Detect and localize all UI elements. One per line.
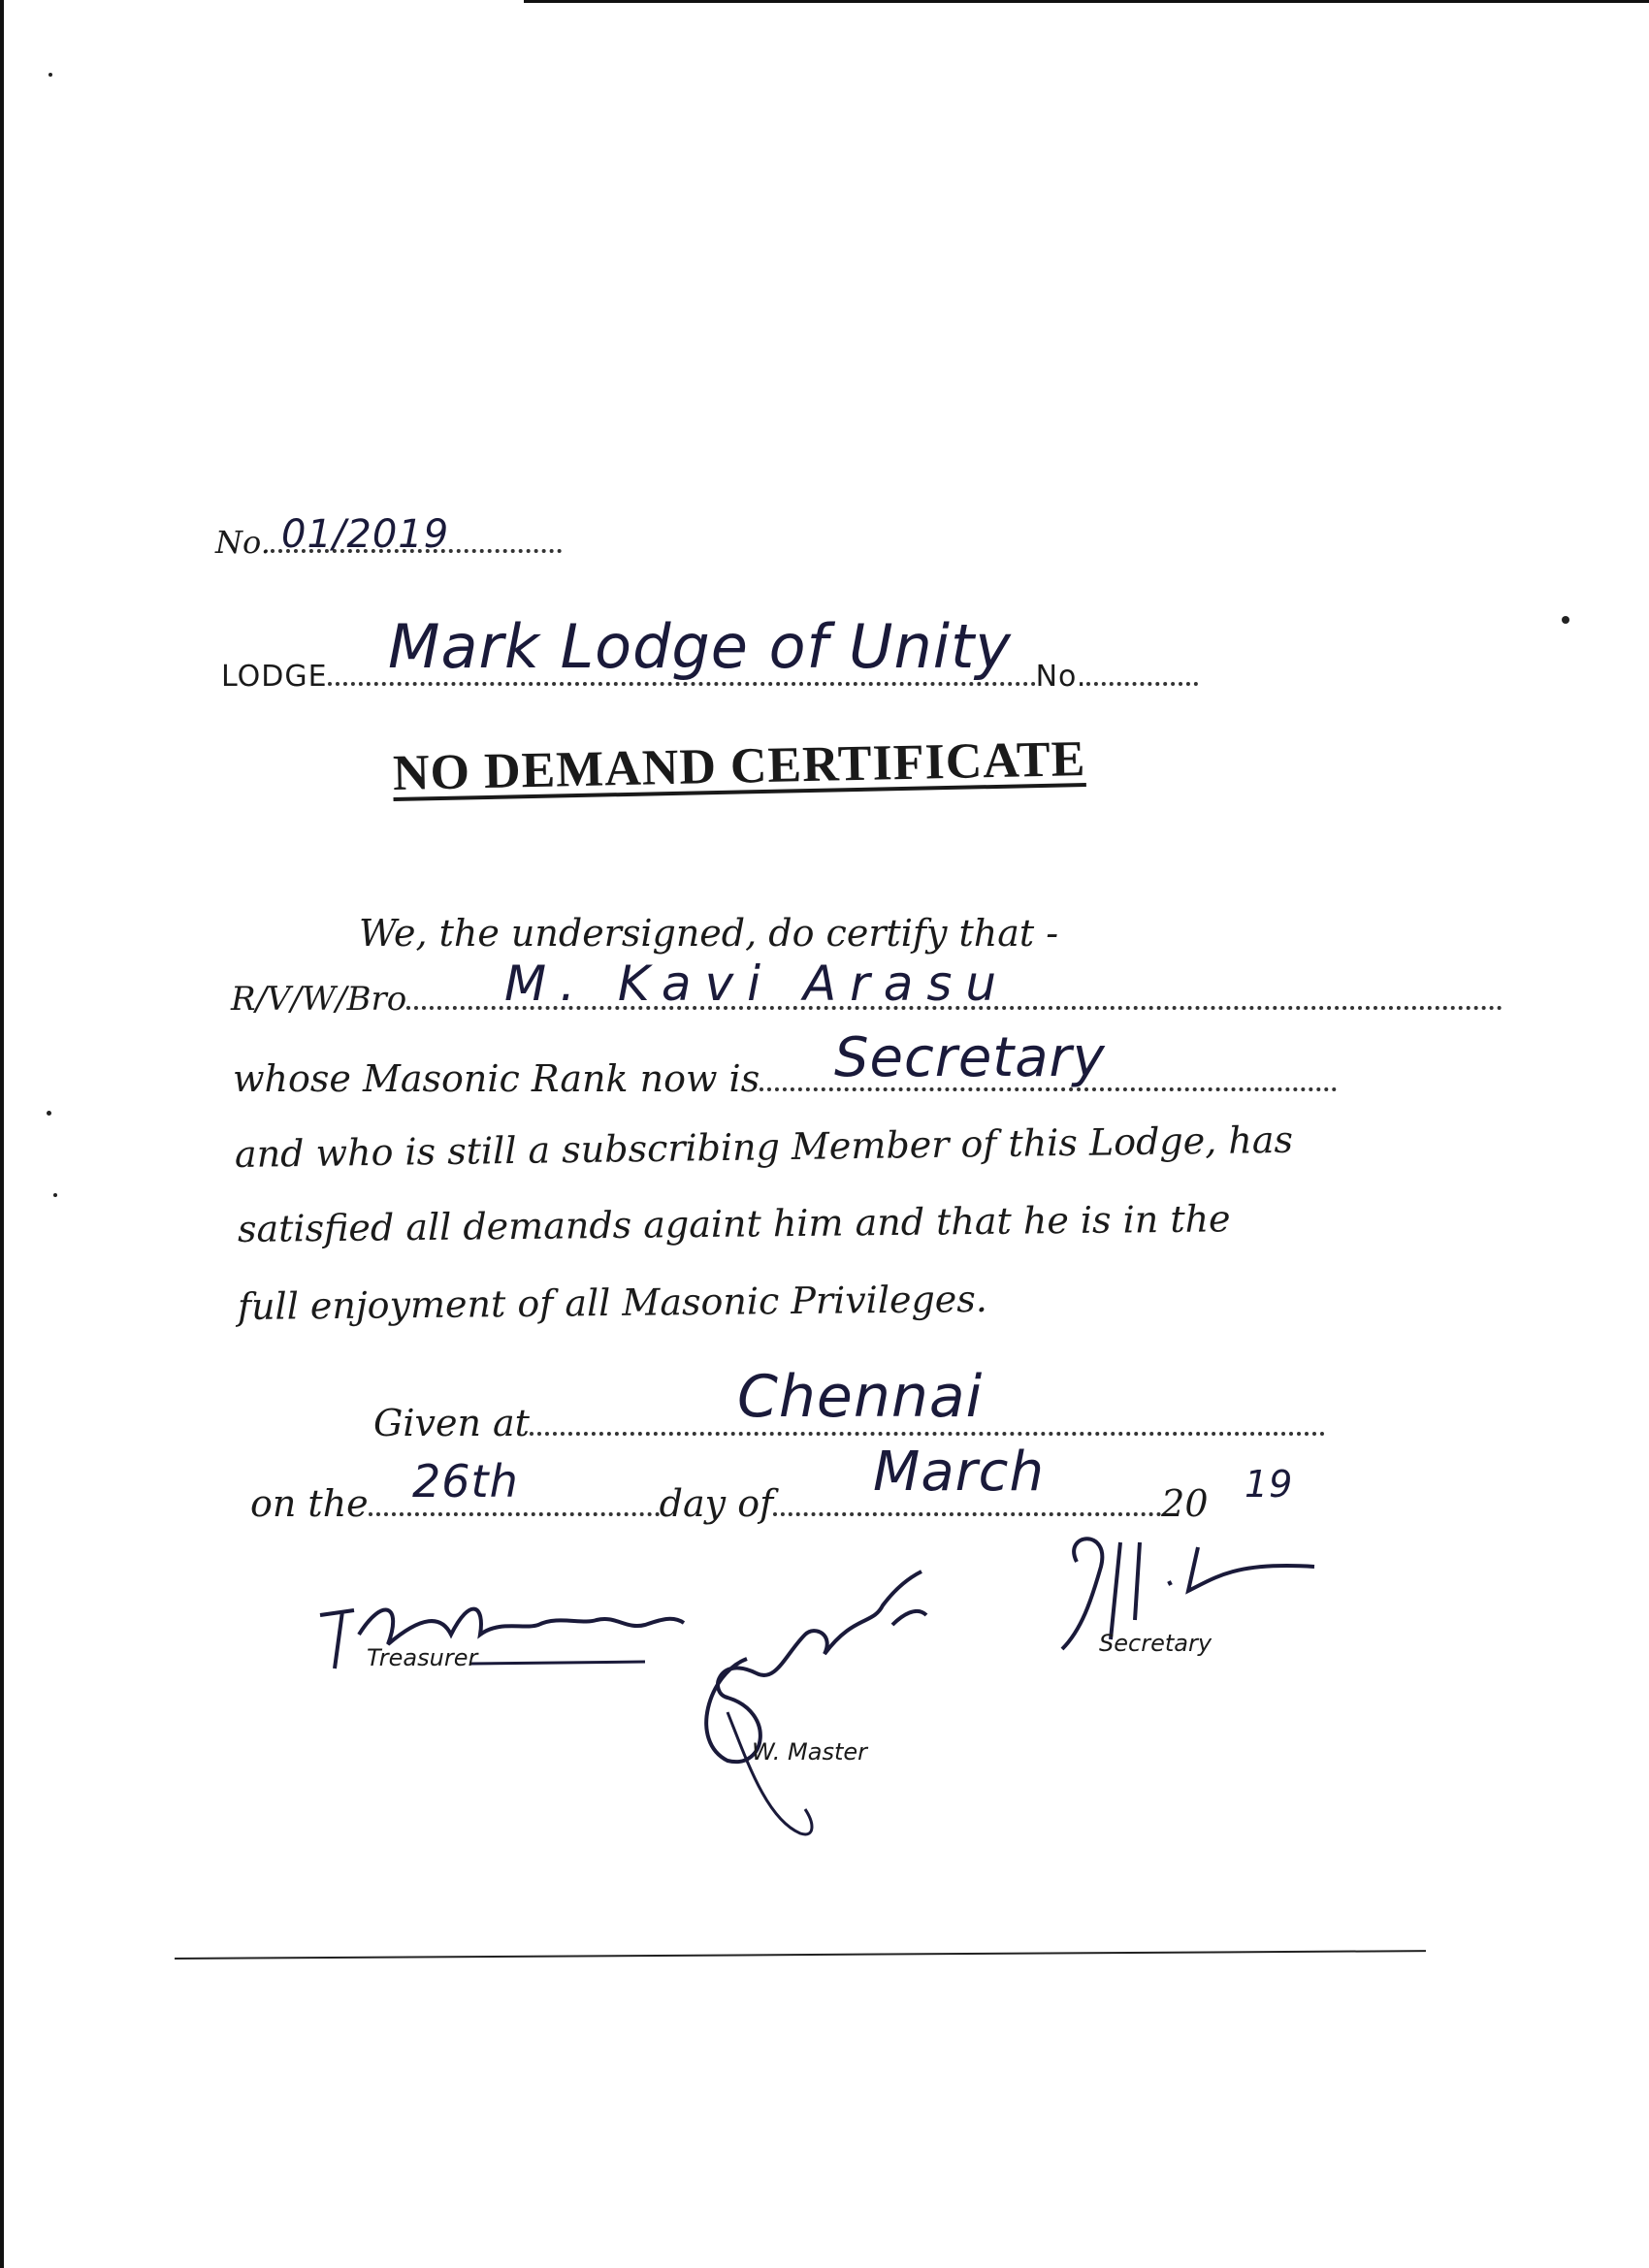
given-value: Chennai (737, 1363, 984, 1431)
scan-edge-top (524, 0, 1649, 3)
scan-speck (1562, 616, 1569, 624)
rank-row (233, 1057, 1337, 1100)
intro-text: We, the undersigned, do certify that - (359, 912, 1059, 955)
lodge-no-label: No. (1035, 660, 1087, 694)
scan-edge-left (0, 0, 4, 2268)
lodge-dots (328, 682, 1036, 686)
year-prefix: 20 (1161, 1482, 1209, 1525)
year-suffix: 19 (1245, 1463, 1294, 1506)
on-the-label: on the (250, 1482, 369, 1525)
day-value: 26th (412, 1455, 519, 1507)
scan-speck (48, 73, 52, 77)
lodge-value: Mark Lodge of Unity (388, 611, 1012, 682)
rank-label: whose Masonic Rank now is (233, 1057, 760, 1100)
day-of-label: day of (659, 1482, 774, 1525)
footer-rule (175, 1950, 1426, 1960)
bro-label: R/V/W/Bro (231, 980, 407, 1019)
certificate-number-value: 01/2019 (281, 512, 450, 557)
body-line-1: and who is still a subscribing Member of this Lodge, has (234, 1118, 1294, 1176)
bro-value: M. Kavi Arasu (504, 956, 1011, 1012)
lodge-label: LODGE (221, 660, 328, 694)
given-label: Given at (373, 1402, 530, 1444)
month-value: March (873, 1441, 1045, 1504)
body-line-3: full enjoyment of all Masonic Privileges. (237, 1277, 988, 1328)
scan-speck (47, 1111, 51, 1116)
certificate-number-label: No. (215, 524, 271, 561)
month-dots (773, 1512, 1161, 1516)
rank-value: Secretary (834, 1026, 1106, 1089)
given-dots (530, 1432, 1325, 1436)
lodge-no-dots (1086, 682, 1198, 686)
treasurer-label: Treasurer (367, 1644, 478, 1671)
master-signature (669, 1567, 980, 1858)
date-row (250, 1482, 1209, 1525)
secretary-label: Secretary (1099, 1630, 1212, 1657)
master-label: W. Master (752, 1738, 867, 1766)
day-dots (369, 1512, 660, 1516)
scan-speck (53, 1193, 57, 1197)
page-title: NO DEMAND CERTIFICATE (392, 731, 1086, 801)
body-line-2: satisfied all demands againt him and that he is in the (237, 1197, 1231, 1250)
